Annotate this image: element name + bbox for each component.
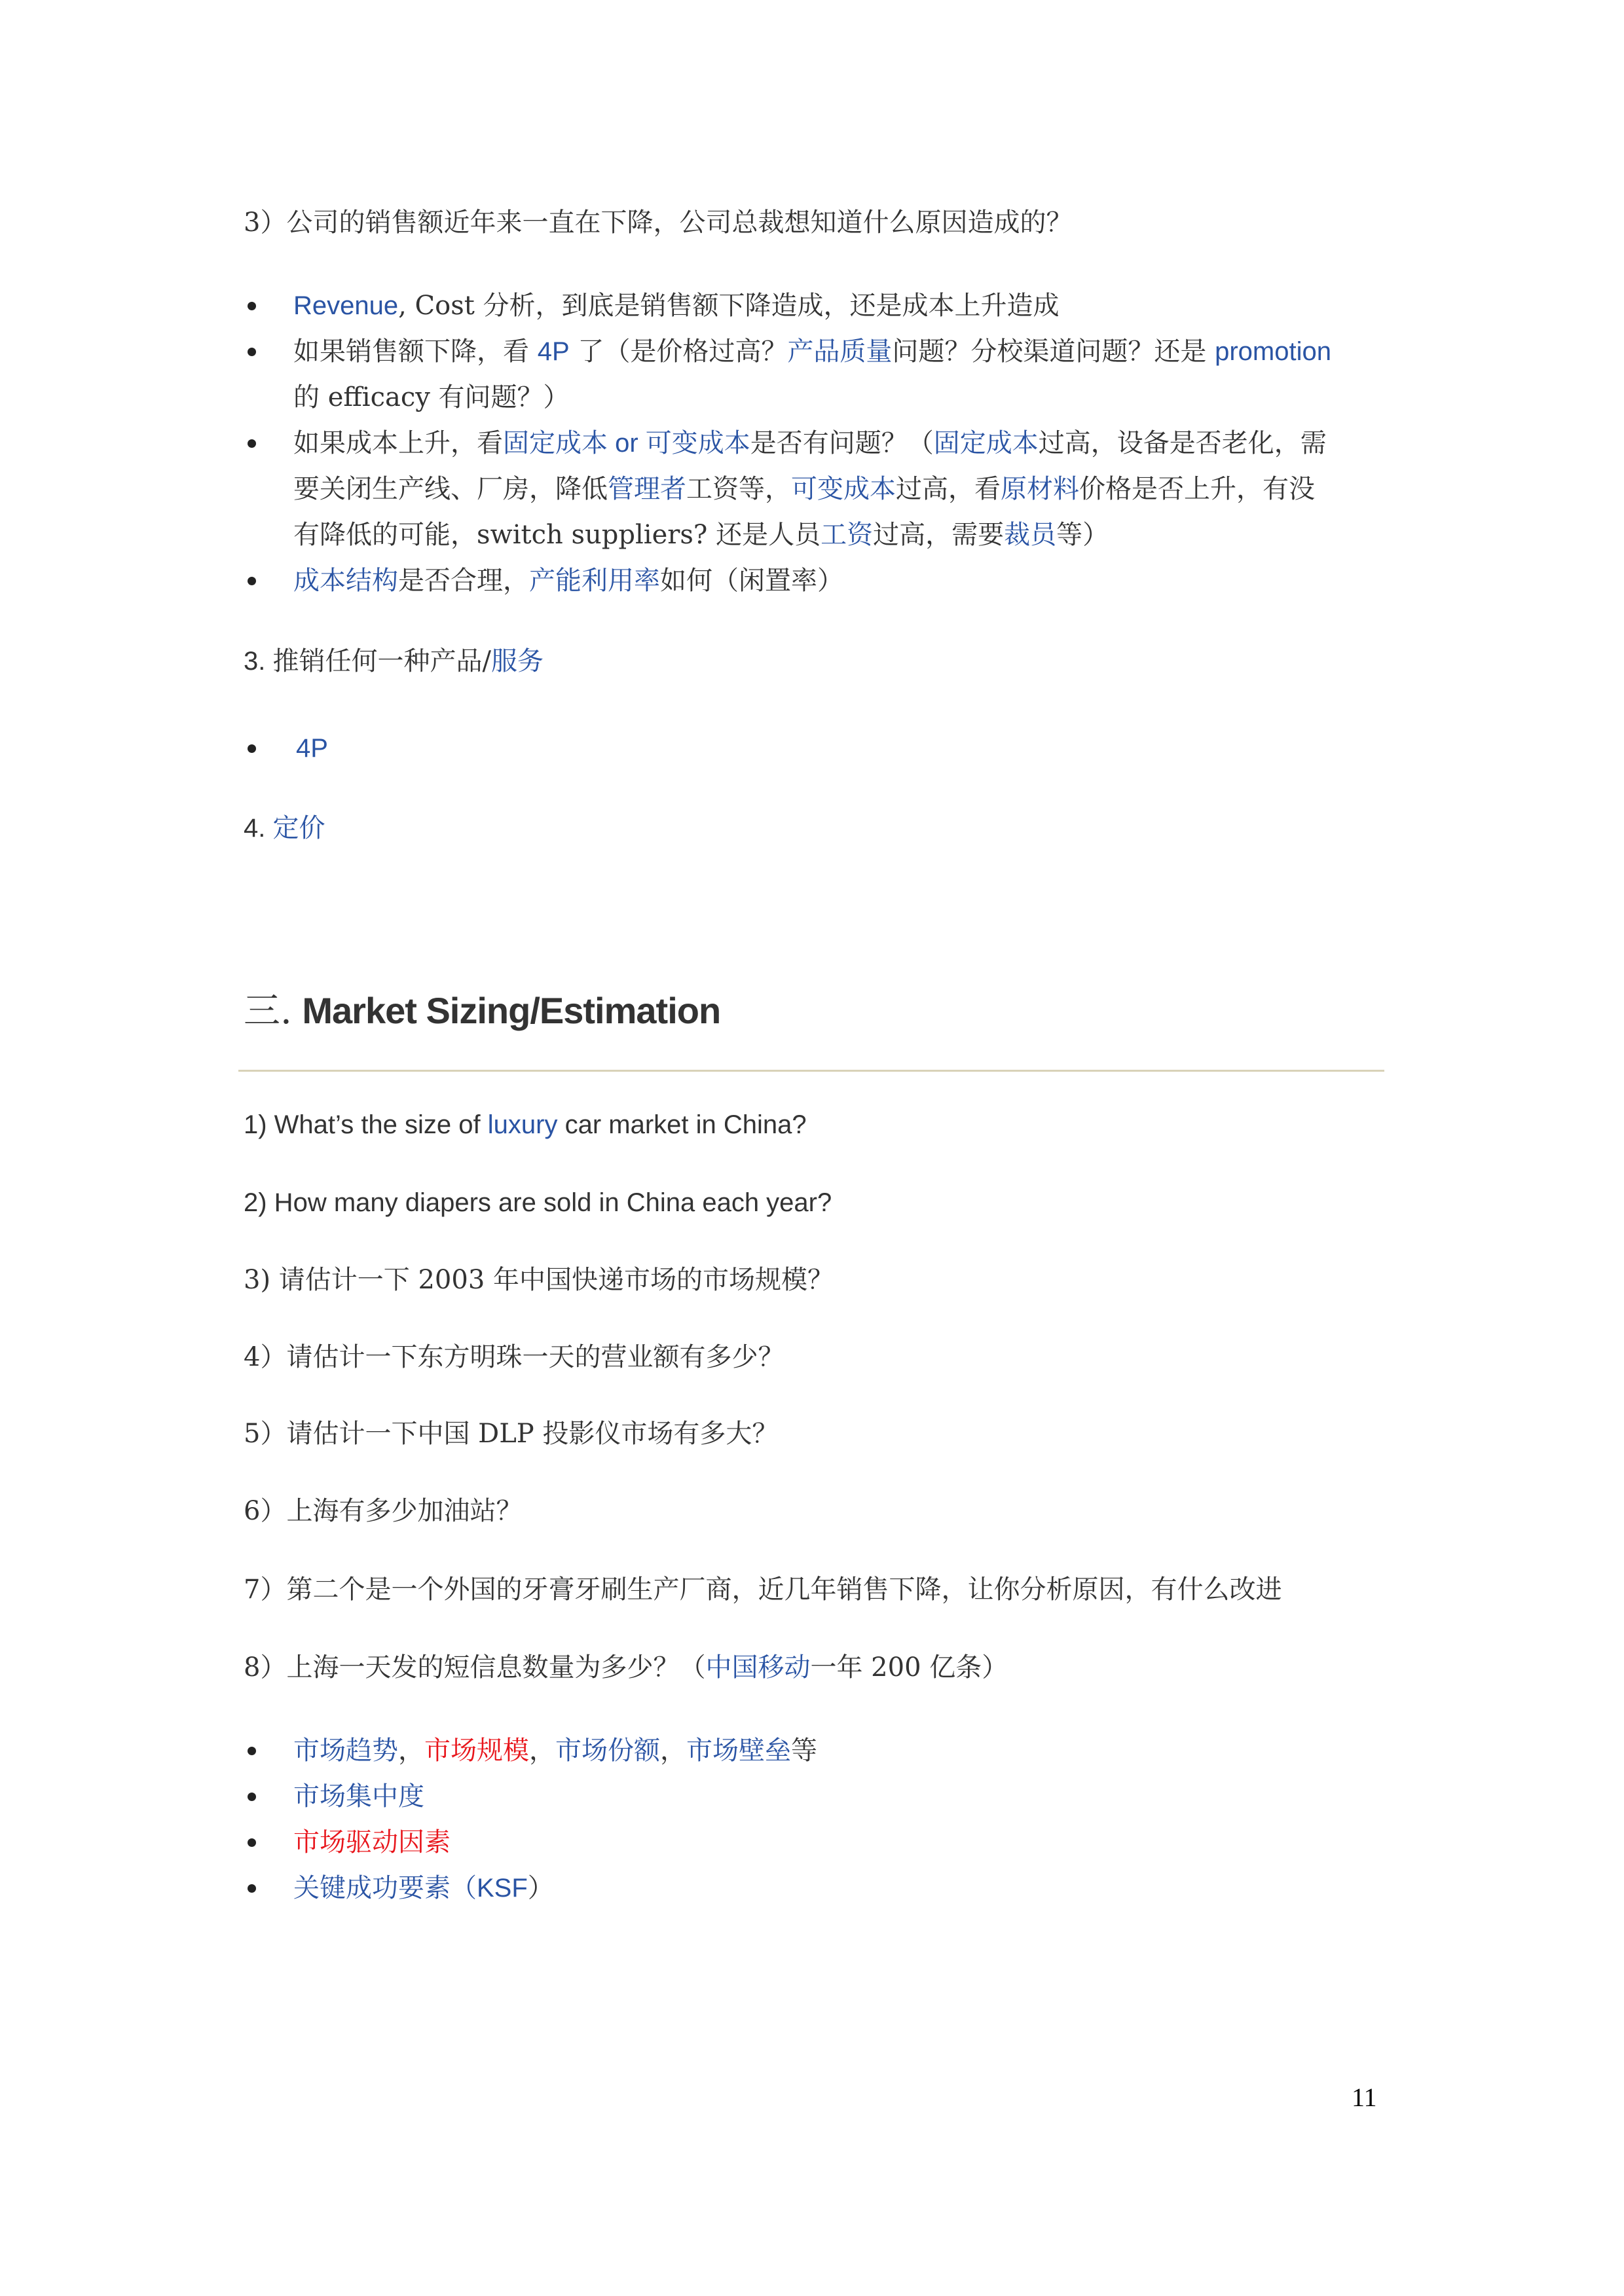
link-market-barriers[interactable]: 市场壁垒 — [686, 1736, 791, 1766]
bullet-text-segment: 价格是否上升，有没 — [1079, 474, 1315, 504]
link-wages[interactable]: 工资 — [821, 520, 874, 550]
link-key-success-factors[interactable]: 关键成功要素（ — [293, 1873, 477, 1903]
separator: ， — [660, 1736, 686, 1766]
bullet-ksf — [293, 1865, 554, 1911]
link-pricing[interactable]: 定价 — [272, 813, 325, 843]
item-3-promote-product — [244, 644, 544, 678]
question-1 — [244, 1108, 807, 1142]
bullet-text-segment: 过高，需要 — [873, 520, 1005, 550]
separator: ， — [529, 1736, 555, 1766]
bullet-cost-rise-cont-1 — [293, 466, 1315, 512]
bullet-text-segment: 有降低的可能，switch suppliers? 还是人员 — [293, 520, 821, 550]
section-heading — [244, 987, 720, 1035]
link-market-drivers[interactable]: 市场驱动因素 — [293, 1827, 451, 1857]
bullet-text-segment: 了（是价格过高？ — [569, 337, 788, 367]
link-luxury[interactable]: luxury — [487, 1110, 558, 1139]
bullet-cost-structure — [293, 558, 843, 604]
bullet-text-segment: 如果销售额下降，看 — [293, 337, 538, 367]
question-8 — [244, 1650, 1008, 1685]
bullet-cost-rise-cont-2 — [293, 512, 1109, 558]
link-service[interactable]: 服务 — [490, 646, 544, 676]
question-6: 6）上海有多少加油站？ — [244, 1496, 523, 1526]
link-product-quality[interactable]: 产品质量 — [787, 337, 893, 367]
bullet-sales-decline — [293, 329, 1331, 374]
link-variable-cost[interactable]: 可变成本 — [791, 474, 896, 504]
link-fixed-cost[interactable]: 固定成本 — [503, 428, 608, 458]
item-text: 推销任何一种产品/ — [272, 646, 491, 676]
bullet-icon — [248, 1793, 256, 1801]
separator: ， — [398, 1736, 424, 1766]
bullet-text-segment: 工资等， — [686, 474, 791, 504]
bullet-text-segment: 如何（闲置率） — [660, 566, 843, 596]
item-4-pricing — [244, 811, 325, 845]
bullet-market-factors — [293, 1728, 817, 1774]
question-4: 4）请估计一下东方明珠一天的营业额有多少？ — [244, 1342, 784, 1372]
bullet-text-segment: 问题？分校渠道问题？还是 — [892, 337, 1215, 367]
bullet-text-segment: 是否有问题？（ — [750, 428, 934, 458]
link-market-size[interactable]: 市场规模 — [424, 1736, 529, 1766]
section-title: Market Sizing/Estimation — [302, 990, 721, 1031]
bullet-icon — [248, 1838, 256, 1847]
link-fixed-cost[interactable]: 固定成本 — [933, 428, 1039, 458]
link-china-mobile[interactable]: 中国移动 — [705, 1652, 811, 1683]
bullet-text-segment: 要关闭生产线、厂房，降低 — [293, 474, 608, 504]
section-divider — [238, 1070, 1384, 1072]
bullet-text-segment: 过高，设备是否老化，需 — [1038, 428, 1327, 458]
bullet-revenue-cost — [293, 283, 1060, 329]
question-5: 5）请估计一下中国 DLP 投影仪市场有多大？ — [244, 1419, 779, 1449]
link-capacity-utilization[interactable]: 产能利用率 — [529, 566, 660, 596]
link-cost-structure[interactable]: 成本结构 — [293, 566, 398, 596]
link-raw-materials[interactable]: 原材料 — [1001, 474, 1079, 504]
link-market-concentration[interactable]: 市场集中度 — [293, 1781, 424, 1812]
bullet-icon — [248, 302, 256, 310]
question-3: 3) 请估计一下 2003 年中国快递市场的市场规模？ — [244, 1265, 834, 1295]
link-market-share[interactable]: 市场份额 — [555, 1736, 660, 1766]
bullet-cost-rise — [293, 420, 1327, 466]
bullet-text-segment: , Cost 分析，到底是销售额下降造成，还是成本上升造成 — [398, 291, 1060, 321]
question-7: 7）第二个是一个外国的牙膏牙刷生产厂商，近几年销售下降，让你分析原因，有什么改进 — [244, 1575, 1282, 1605]
question-3-text: 3）公司的销售额近年来一直在下降，公司总裁想知道什么原因造成的？ — [244, 208, 1073, 238]
link-ksf[interactable]: KSF — [477, 1874, 528, 1903]
page-number: 11 — [1352, 2083, 1377, 2112]
link-revenue[interactable]: Revenue — [293, 291, 399, 320]
question-text-segment: 8）上海一天发的短信息数量为多少？（ — [244, 1652, 706, 1683]
bullet-text-segment: 如果成本上升，看 — [293, 428, 503, 458]
link-market-trend[interactable]: 市场趋势 — [293, 1736, 398, 1766]
question-text-segment: 1) What’s the size of — [244, 1110, 488, 1139]
bullet-text-segment: ） — [527, 1873, 554, 1903]
bullet-icon — [248, 744, 256, 753]
bullet-text-segment: 等 — [791, 1736, 817, 1766]
link-4p[interactable]: 4P — [296, 734, 328, 763]
bullet-text-segment: 过高，看 — [896, 474, 1001, 504]
link-promotion[interactable]: promotion — [1215, 337, 1331, 366]
item-number: 3. — [244, 647, 266, 676]
link-layoffs[interactable]: 裁员 — [1004, 520, 1057, 550]
bullet-text-segment: 等） — [1056, 520, 1109, 550]
link-4p[interactable]: 4P — [537, 337, 570, 366]
question-text-segment: 一年 200 亿条） — [810, 1652, 1008, 1683]
link-managers[interactable]: 管理者 — [608, 474, 686, 504]
bullet-icon — [248, 1884, 256, 1893]
link-variable-cost[interactable]: 可变成本 — [645, 428, 750, 458]
question-2: 2) How many diapers are sold in China each year? — [244, 1188, 832, 1217]
bullet-sales-decline-cont: 的 efficacy 有问题？） — [293, 382, 570, 412]
bullet-icon — [248, 348, 256, 356]
section-number: 三. — [244, 990, 292, 1032]
bullet-icon — [248, 1747, 256, 1755]
bullet-icon — [248, 577, 256, 585]
item-number: 4. — [244, 814, 266, 843]
link-or[interactable]: or — [608, 429, 646, 458]
bullet-text-segment: 是否合理， — [398, 566, 529, 596]
bullet-icon — [248, 439, 256, 448]
question-text-segment: car market in China? — [557, 1110, 807, 1139]
